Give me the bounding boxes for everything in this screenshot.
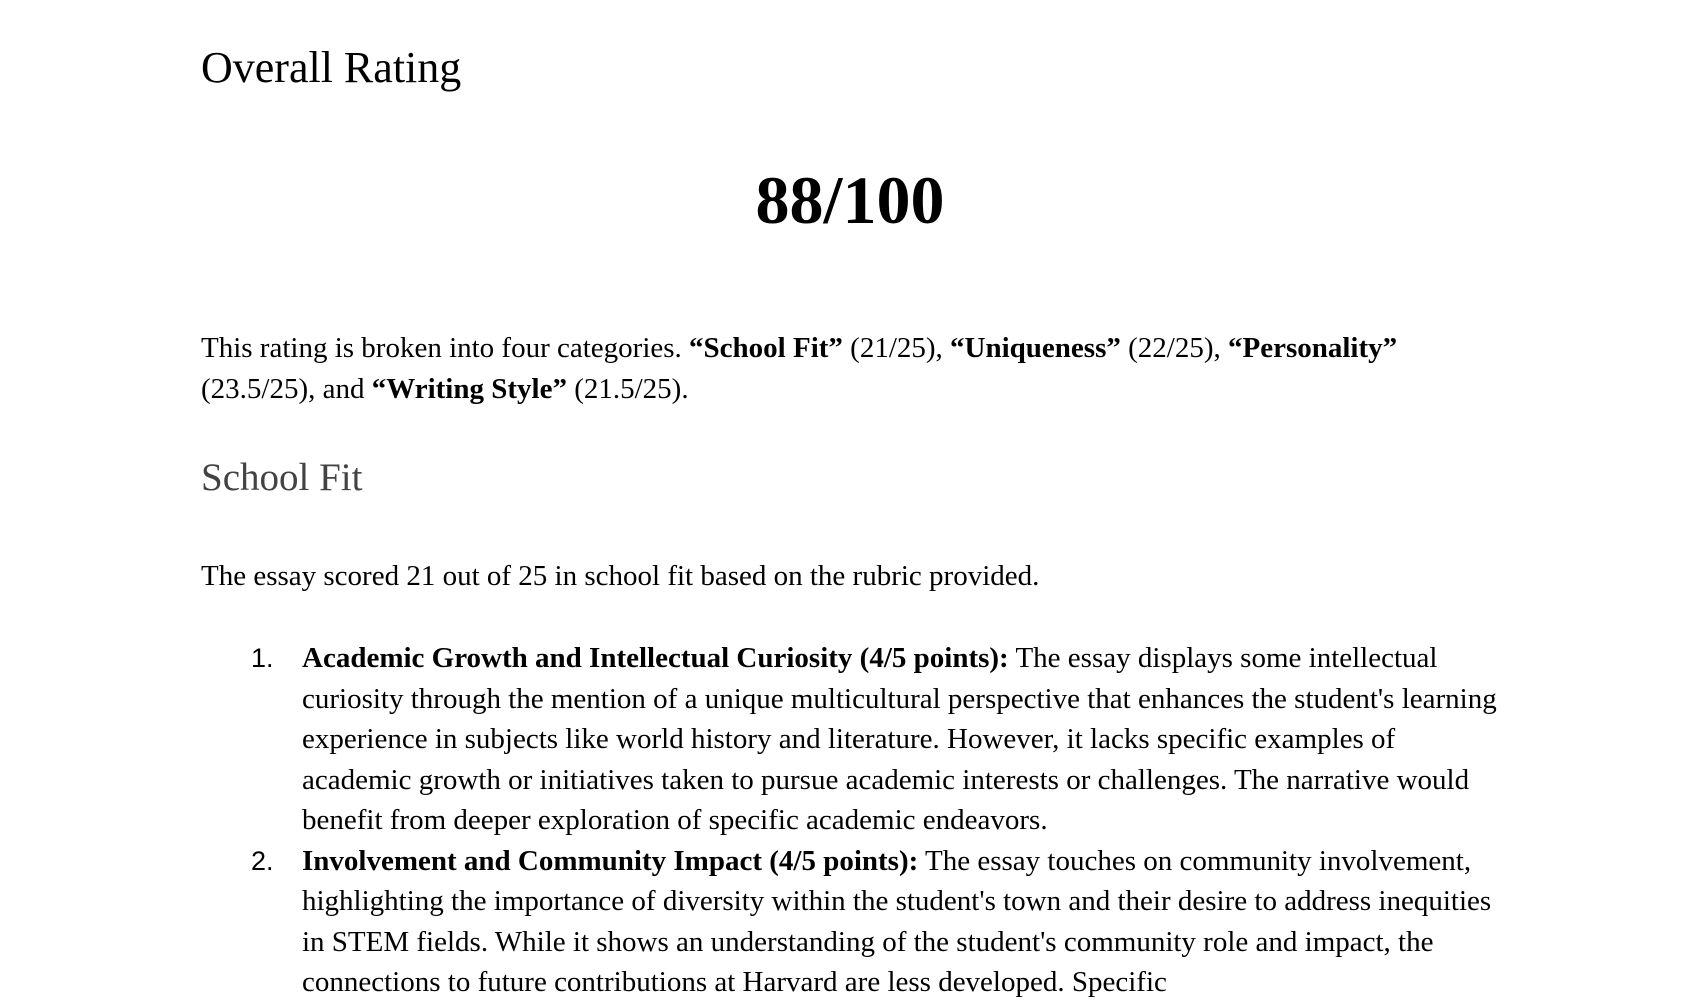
rating-intro-paragraph xyxy=(201,328,1501,409)
category-name-school-fit: “School Fit” xyxy=(689,332,843,364)
school-fit-summary: The essay scored 21 out of 25 in school fit based on the rubric provided. xyxy=(201,560,1040,592)
criterion-item xyxy=(201,841,1511,1003)
school-fit-heading: School Fit xyxy=(201,456,363,499)
criterion-item xyxy=(201,638,1511,841)
criterion-text: The essay touches on community involvement, highlighting the importance of diversity within the student's town and their desire to address inequities in STEM fields. While it shows an understanding of the student's community role and impact, the connections to future contributions at Harvard are less developed. Specific xyxy=(302,844,1492,998)
category-name-writing-style: “Writing Style” xyxy=(371,372,567,405)
category-score-school-fit: (21/25), xyxy=(842,332,951,364)
criterion-title: Involvement and Community Impact (4/5 points): xyxy=(302,844,919,877)
criterion-number: 1. xyxy=(251,643,274,673)
category-score-personality: (23.5/25), and xyxy=(201,372,372,405)
criterion-number: 2. xyxy=(251,845,274,876)
criterion-text: The essay displays some intellectual curiosity through the mention of a unique multicultural perspective that enhances the student's learning experience in subjects like world history and literature. However, it lacks specific examples of academic growth or initiatives taken to pursue academic interests or challenges. The narrative would benefit from deeper exploration of specific academic endeavors. xyxy=(302,642,1497,836)
category-name-uniqueness: “Uniqueness” xyxy=(950,332,1121,364)
category-name-personality: “Personality” xyxy=(1228,332,1398,364)
school-fit-criteria-list xyxy=(201,638,1511,1003)
criterion-title: Academic Growth and Intellectual Curiosity (4/5 points): xyxy=(302,642,1009,674)
overall-rating-heading: Overall Rating xyxy=(201,43,462,92)
category-score-uniqueness: (22/25), xyxy=(1120,332,1228,364)
intro-lead-text: This rating is broken into four categories. xyxy=(201,332,690,364)
overall-score: 88/100 xyxy=(755,162,945,238)
category-score-writing-style: (21.5/25). xyxy=(566,372,689,405)
